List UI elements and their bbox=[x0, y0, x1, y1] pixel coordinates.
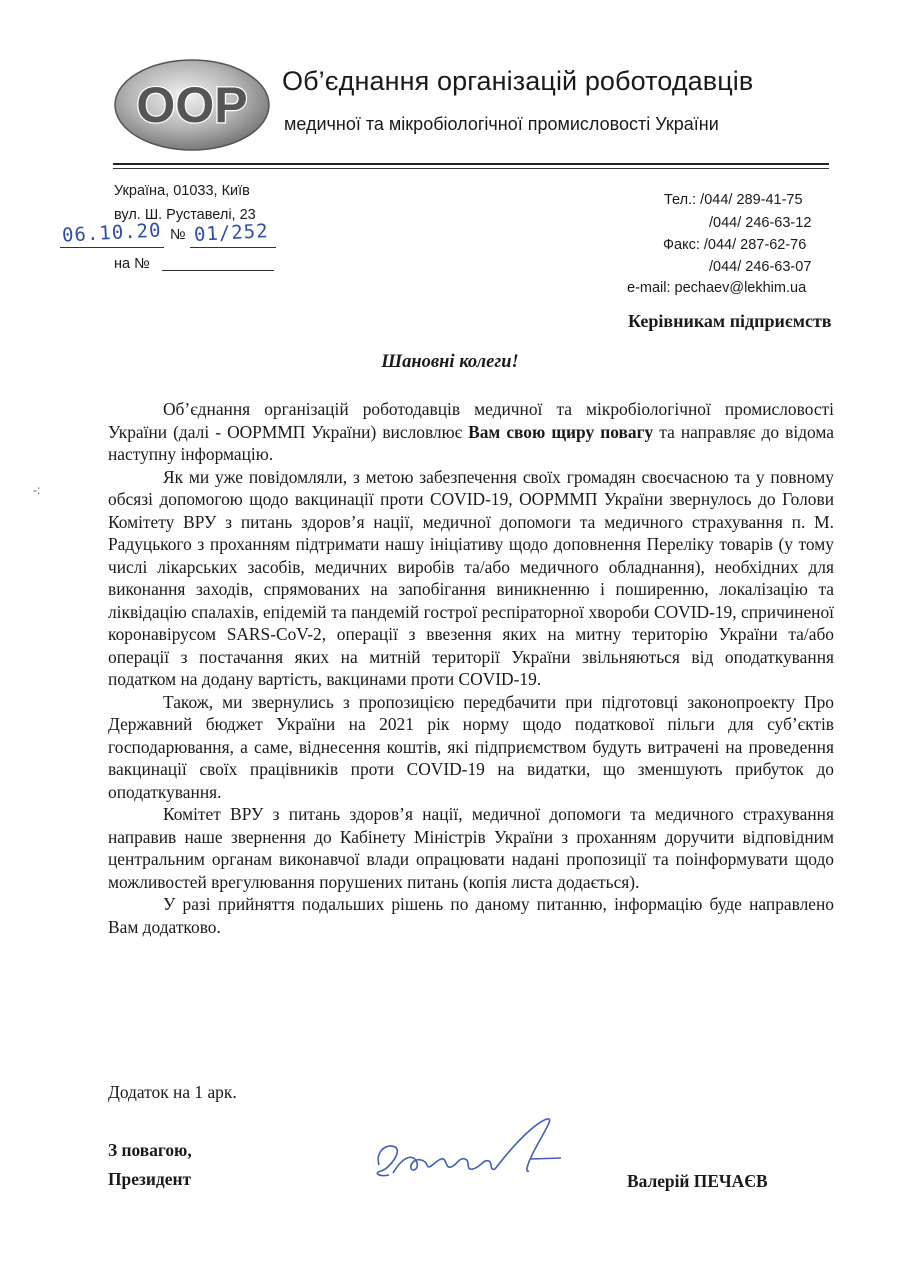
paragraph-4: Комітет ВРУ з питань здоров’я нації, медичної допомоги та медичного страхування направив наше звернення до Кабінету Міністрів України з проханням доручити відповідним центральним органам виконавчої влади опрацювати надані пропозиції та поінформувати щодо можливостей врегулювання порушених питань (копія листа додається). bbox=[108, 804, 834, 892]
addressee: Керівникам підприємств bbox=[628, 311, 832, 331]
organization-logo bbox=[113, 58, 271, 152]
letterhead-divider bbox=[113, 163, 829, 165]
paragraph-1 bbox=[108, 398, 834, 466]
letter-body bbox=[108, 398, 834, 938]
letterhead-divider-thin bbox=[113, 168, 829, 169]
sender-address-line-2: вул. Ш. Руставелі, 23 bbox=[114, 207, 256, 223]
incoming-reference-label: на № bbox=[114, 256, 150, 272]
paragraph-2: Як ми уже повідомляли, з метою забезпечення своїх громадян своєчасною та у повному обсязі допомогою щодо вакцинації проти COVID-19, ООРММП України звернулось до Голови Комітету ВРУ з питань здоров’я нації, медичної допомоги та медичного страхування п. М. Радуцького з проханням підтримати нашу ініціативу щодо доповнення Переліку товарів (у тому числі лікарських засобів, медичних виробів та/або медичного обладнання), необхідних для виконання заходів, спрямованих на запобігання виникненню і поширенню, локалізацію та ліквідацію спалахів, епідемій та пандемій гострої респіраторної хвороби COVID-19, спричиненої коронавірусом SARS-CoV-2, операції з ввезення яких на митну територію України та/або операції з постачання яких на митній території України звільняються від оподаткування податком на додану вартість, вакцинами проти COVID-19. bbox=[108, 466, 834, 689]
date-underline bbox=[60, 247, 164, 248]
logo-text: ООР bbox=[136, 77, 248, 133]
margin-mark: -: bbox=[33, 483, 41, 497]
attachment-note: Додаток на 1 арк. bbox=[108, 1082, 237, 1102]
handwritten-signature bbox=[365, 1113, 570, 1193]
outgoing-reference bbox=[61, 219, 270, 247]
handwritten-date: 06.10.20 bbox=[61, 219, 163, 247]
paragraph-1-emphasis: Вам свою щиру повагу bbox=[468, 421, 654, 442]
salutation: Шановні колеги! bbox=[381, 352, 519, 372]
sender-address-line-1: Україна, 01033, Київ bbox=[114, 183, 250, 199]
phone-2: /044/ 246-63-12 bbox=[709, 215, 812, 231]
handwritten-number: 01/252 bbox=[193, 220, 270, 246]
paragraph-1-start: Об’єднання організацій роботодавців медичної та мікробіологічної промисловості України (далі - ООРММП України) висловлює bbox=[108, 399, 834, 442]
number-underline bbox=[190, 247, 276, 248]
closing-regards: З повагою, bbox=[108, 1140, 192, 1160]
paragraph-1-end: та направляє до відома наступну інформацію. bbox=[108, 421, 835, 464]
paragraph-5: У разі прийняття подальших рішень по даному питанню, інформацію буде направлено Вам додатково. bbox=[108, 894, 834, 937]
phone-1: Тел.: /044/ 289-41-75 bbox=[664, 192, 803, 208]
fax-2: /044/ 246-63-07 bbox=[709, 259, 812, 275]
paragraph-3: Також, ми звернулись з пропозицією передбачити при підготовці законопроекту Про Державний бюджет України на 2021 рік норму щодо податкової пільги для суб’єктів господарювання, а саме, віднесення коштів, які підприємством будуть витрачені на проведення вакцинації своїх працівників проти COVID-19 на видатки, що зменшують прибуток до оподаткування. bbox=[108, 691, 834, 802]
organization-title: Об’єднання організацій роботодавців bbox=[282, 66, 754, 96]
organization-subtitle: медичної та мікробіологічної промисловості України bbox=[284, 114, 719, 134]
fax-1: Факс: /044/ 287-62-76 bbox=[663, 237, 807, 253]
email-address: e-mail: pechaev@lekhim.ua bbox=[627, 280, 807, 296]
signatory-name: Валерій ПЕЧАЄВ bbox=[627, 1171, 768, 1191]
incoming-reference-underline bbox=[162, 270, 274, 271]
number-label: № bbox=[169, 227, 186, 243]
signatory-title: Президент bbox=[108, 1169, 192, 1189]
